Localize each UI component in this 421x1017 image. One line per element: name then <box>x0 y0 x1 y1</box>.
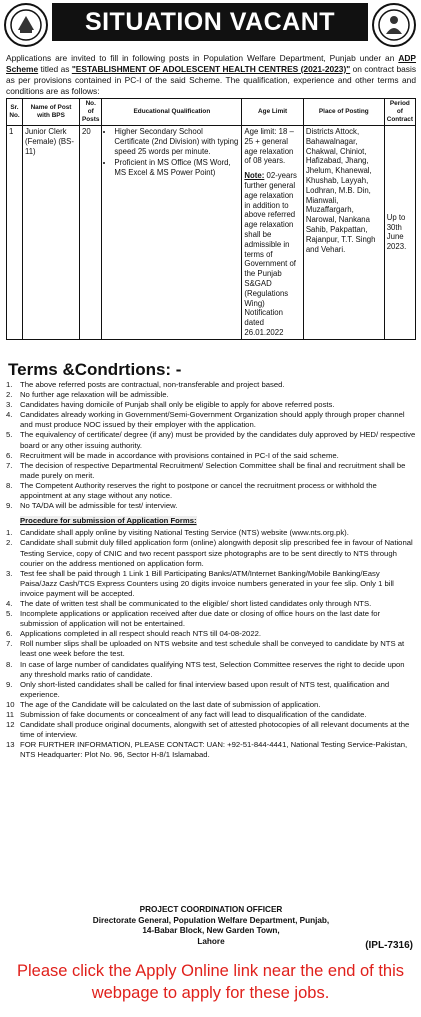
procedure-number: 9. <box>6 679 13 689</box>
terms-number: 1. <box>6 380 13 389</box>
header-sr: Sr. No. <box>7 99 23 126</box>
procedure-item <box>6 720 416 740</box>
header-post: Name of Post with BPS <box>22 99 79 126</box>
procedure-number: 10 <box>6 699 15 709</box>
header-age: Age Limit <box>242 99 303 126</box>
cell-period: Up to 30th June 2023. <box>384 126 415 340</box>
table-header-row <box>7 99 416 126</box>
cell-qualification <box>102 126 242 340</box>
footer-office: PROJECT COORDINATION OFFICER <box>139 905 283 914</box>
cell-post: Junior Clerk (Female) (BS-11) <box>22 126 79 340</box>
procedure-text: Incomplete applications or application received after due date or closing of office hours on the last date for submission of application will not be entertained. <box>20 609 381 629</box>
terms-title: Terms &Condrtions: - <box>8 360 182 379</box>
procedure-text: Candidate shall apply online by visiting National Testing Service (NTS) website (www.nts.org.pk). <box>20 528 349 538</box>
procedure-text: FOR FURTHER INFORMATION, PLEASE CONTACT: UAN: +92-51-844-4441, National Testing Service-Pakistan, NTS Headquarter: Plot No. 96, Sector H-8/1 Islamabad. <box>20 740 408 760</box>
terms-number: 8. <box>6 480 13 490</box>
procedure-item <box>6 629 416 639</box>
procedure-text: Only short-listed candidates shall be called for final interview based upon result of NTS test, qualification and experience. <box>20 679 390 699</box>
procedure-number: 1. <box>6 528 13 538</box>
procedure-item <box>6 660 416 680</box>
terms-item <box>6 481 416 501</box>
terms-item <box>6 390 416 400</box>
procedure-number: 3. <box>6 568 13 578</box>
procedure-item <box>6 528 416 538</box>
header-posting: Place of Posting <box>303 99 384 126</box>
population-welfare-logo <box>372 3 416 47</box>
terms-number: 2. <box>6 390 13 400</box>
qualification-item: • Proficient in MS Office (MS Word, MS Excel & MS Power Point) <box>114 158 239 178</box>
terms-number: 4. <box>6 410 13 420</box>
qualification-item: • Higher Secondary School Certificate (2nd Division) with typing speed 25 words per minute. <box>114 127 239 156</box>
punjab-government-logo <box>4 3 48 47</box>
jobs-table <box>6 98 416 340</box>
procedure-number: 6. <box>6 629 13 639</box>
procedure-number: 11 <box>6 710 14 719</box>
terms-number: 3. <box>6 400 13 410</box>
ipl-number: (IPL-7316) <box>365 940 413 951</box>
header-posts: No. of Posts <box>80 99 102 126</box>
procedure-item <box>6 680 416 700</box>
procedure-list <box>6 528 416 760</box>
procedure-item <box>6 639 416 659</box>
table-row <box>7 126 416 340</box>
terms-item <box>6 430 416 450</box>
procedure-item <box>6 538 416 568</box>
terms-text: The decision of respective Departmental Recruitment/ Selection Committee shall be final and recruitment shall be made purely on merit. <box>20 460 406 480</box>
terms-section <box>6 380 416 760</box>
note-text: 02-years further general age relaxation in addition to above referred age relaxation shall be admissible in terms of Government of the Punjab S&GAD (Regulations Wing) Notification dated 26.01.2022 <box>244 171 297 337</box>
procedure-item <box>6 599 416 609</box>
header-period: Period of Contract <box>384 99 415 126</box>
procedure-item <box>6 710 416 720</box>
intro-text-3: on contract basis as per provisions contained in PC-I of the said Scheme. The qualification, experience and other terms and conditions are as follows: <box>6 64 417 96</box>
page-title: SITUATION VACANT <box>52 3 368 41</box>
procedure-item <box>6 609 416 629</box>
terms-text: The equivalency of certificate/ degree (if any) must be provided by the candidates duly approved by HED/ respective board or any other issuing authority. <box>20 430 416 450</box>
footer-street: 14-Babar Block, New Garden Town, <box>142 926 280 935</box>
terms-item <box>6 451 416 461</box>
procedure-text: The age of the Candidate will be calculated on the last date of submission of application. <box>20 699 321 709</box>
procedure-number: 7. <box>6 639 13 649</box>
procedure-number: 8. <box>6 659 13 669</box>
procedure-number: 4. <box>6 598 13 608</box>
procedure-item <box>6 569 416 599</box>
terms-text: Candidates having domicile of Punjab shall only be eligible to apply for above referred posts. <box>20 400 335 410</box>
procedure-text: The date of written test shall be communicated to the eligible/ short listed candidates only through NTS. <box>20 598 372 608</box>
header <box>0 0 421 52</box>
terms-item <box>6 400 416 410</box>
procedure-number: 13 <box>6 740 15 750</box>
terms-text: No TA/DA will be admissible for test/ interview. <box>20 501 178 511</box>
cell-posts: 20 <box>80 126 102 340</box>
terms-text: No further age relaxation will be admissible. <box>20 390 169 400</box>
terms-number: 6. <box>6 450 13 460</box>
procedure-text: Roll number slips shall be uploaded on NTS website and test schedule shall be conveyed to candidate by NTS at least one week before the test. <box>20 639 405 659</box>
cell-sr: 1 <box>7 126 23 340</box>
procedure-item <box>6 700 416 710</box>
header-qualification: Educational Qualification <box>102 99 242 126</box>
procedure-text: Test fee shall be paid through 1 Link 1 Bill Participating Banks/ATM/Internet Banking/Mobile Banking/Easy Paisa/Jazz Cash/TCS Express Counters using 20 digits invoice numbers generated in your fee slip. Only 1 bill invoice payment will be accepted. <box>20 568 394 598</box>
procedure-text: In case of large number of candidates qualifying NTS test, Selection Committee reserves the right to decide upon any threshold marks ratio of candidate. <box>20 659 405 679</box>
terms-item <box>6 461 416 481</box>
footer-department: Directorate General, Population Welfare Department, Punjab, <box>92 915 330 925</box>
procedure-text: Applications completed in all respect should reach NTS till 04-08-2022. <box>20 629 262 639</box>
procedure-text: Candidate shall submit duly filled application form (online) alongwith deposit slip prescribed fee in favour of National Testing Service, copy of CNIC and two recent passport size photographs are to be sent directly to NTS through courier on the address mentioned on application form. <box>20 538 413 568</box>
terms-text: Candidates already working in Government/Semi-Government Organization should apply through proper channel and must produce NOC issued by their employer with the application. <box>20 410 405 430</box>
intro-text-2: titled as <box>40 64 70 74</box>
cell-age <box>242 126 303 340</box>
procedure-item <box>6 740 416 760</box>
terms-item <box>6 380 416 390</box>
terms-text: The above referred posts are contractual, non-transferable and project based. <box>20 380 285 389</box>
procedure-title: Procedure for submission of Application Forms: <box>20 516 197 526</box>
procedure-text: Submission of fake documents or concealment of any fact will lead to disqualification of the candidate. <box>20 710 367 719</box>
scheme-title: "ESTABLISHMENT OF ADOLESCENT HEALTH CENTRES (2021-2023)" <box>71 64 351 74</box>
procedure-text: Candidate shall produce original documents, alongwith set of attested photocopies of all relevant documents at the time of interview. <box>20 720 410 740</box>
terms-text: The Competent Authority reserves the right to postpone or cancel the recruitment process or withhold the appointment at any stage without any notice. <box>20 480 377 501</box>
terms-text: Recruitment will be made in accordance with provisions contained in PC-I of the said scheme. <box>20 450 339 460</box>
terms-list <box>6 380 416 511</box>
intro-text-1: Applications are invited to fill in following posts in Population Welfare Department, Punjab under an <box>6 53 395 63</box>
apply-online-note[interactable]: Please click the Apply Online link near the end of this webpage to apply for these jobs. <box>16 962 405 1002</box>
intro-paragraph <box>6 53 416 97</box>
procedure-number: 2. <box>6 538 13 548</box>
terms-number: 7. <box>6 460 13 470</box>
terms-item <box>6 501 416 511</box>
cell-posting: Districts Attock, Bahawalnagar, Chakwal, Chiniot, Hafizabad, Jhang, Jhelum, Khanewal, Khushab, Layyah, Lodhran, M.B. Din, Mianwali, Muzaffargarh, Narowal, Nankana Sahib, Pakpattan, Rajanpur, T.T. Singh and Vehari. <box>303 126 384 340</box>
terms-number: 9. <box>6 501 13 511</box>
procedure-number: 5. <box>6 609 13 619</box>
procedure-number: 12 <box>6 720 15 730</box>
note-label: Note: <box>244 171 265 181</box>
adp-scheme-label: ADP Scheme <box>6 53 417 74</box>
footer-city: Lahore <box>197 936 225 946</box>
age-limit-text: Age limit: 18 – 25 + general age relaxation of 08 years. <box>244 127 294 166</box>
terms-number: 5. <box>6 430 13 440</box>
terms-item <box>6 410 416 430</box>
footer-address <box>6 905 416 947</box>
